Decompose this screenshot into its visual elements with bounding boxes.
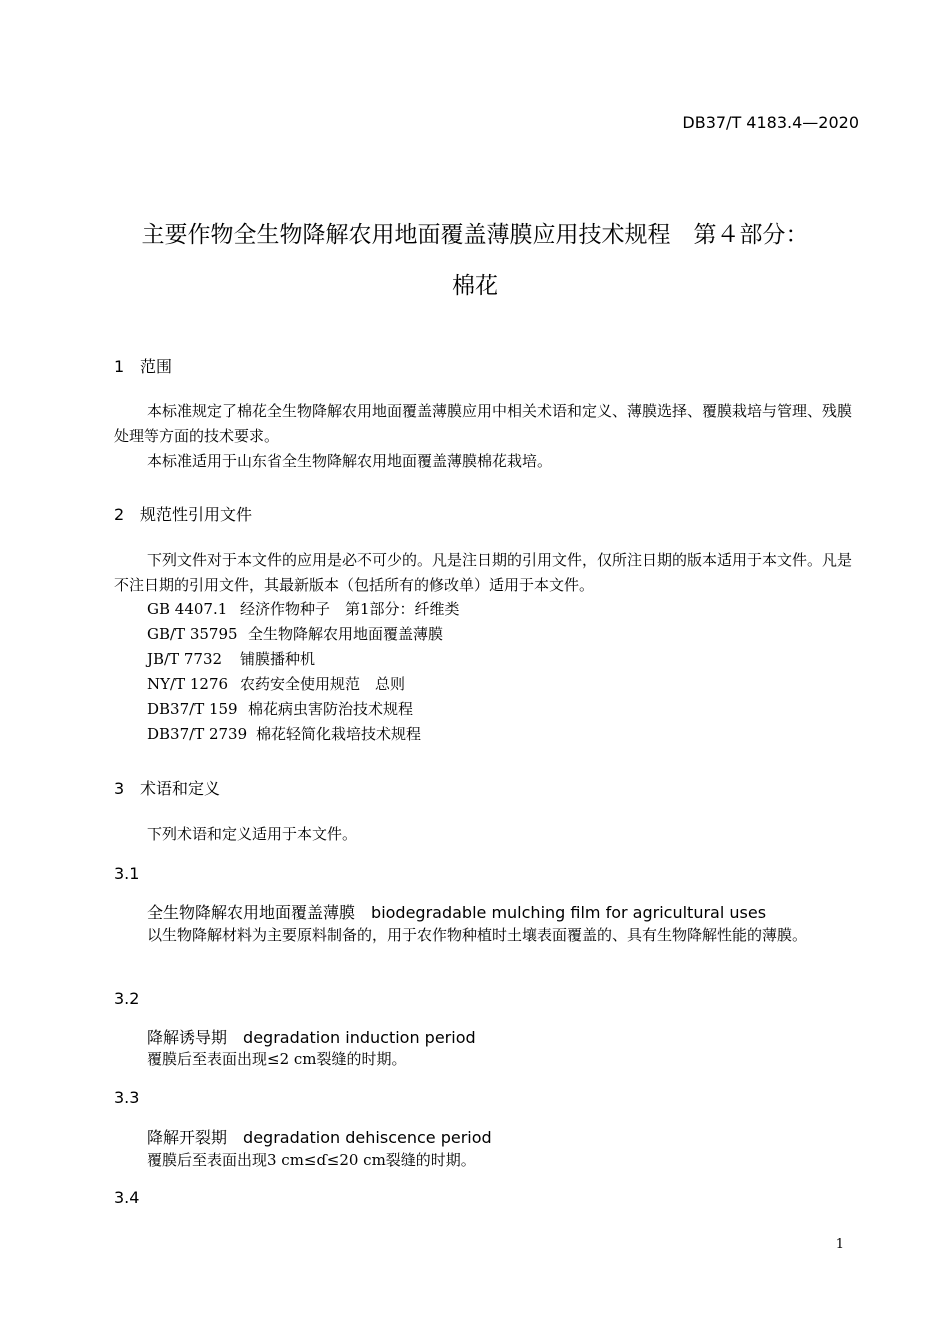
document-title-line1: 主要作物全生物降解农用地面覆盖薄膜应用技术规程 第４部分： [141,222,809,248]
section-1-paragraph-1: 本标准规定了棉花全生物降解农用地面覆盖薄膜应用中相关术语和定义、薄膜选择、覆膜栽培与管理、残膜处理等方面的技术要求。 [114,402,853,445]
section-2-heading [114,502,252,525]
term-entry [147,1025,476,1048]
section-1-heading [114,354,172,377]
reference-code: GB 4407.1 [147,600,228,618]
reference-code: NY/T 1276 [147,675,229,693]
reference-title: 铺膜播种机 [240,650,316,668]
normative-reference [147,598,460,619]
section-number: 1 [114,357,125,376]
term-number: 3.1 [114,864,140,883]
document-number: DB37/T 4183.4—2020 [682,113,859,132]
term-chinese: 全生物降解农用地面覆盖薄膜 [147,903,356,922]
section-1-paragraph-2: 本标准适用于山东省全生物降解农用地面覆盖薄膜棉花栽培。 [147,452,553,470]
term-definition: 覆膜后至表面出现≤2 cm裂缝的时期。 [147,1050,407,1068]
section-title: 术语和定义 [140,779,221,798]
term-entry [147,900,766,923]
reference-title: 经济作物种子 第1部分：纤维类 [240,600,460,618]
term-number: 3.4 [114,1188,140,1207]
reference-title: 棉花病虫害防治技术规程 [248,700,414,718]
term-number: 3.2 [114,989,140,1008]
term-english: degradation induction period [243,1028,476,1047]
normative-reference [147,648,315,669]
reference-code: JB/T 7732 [147,650,223,668]
reference-title: 全生物降解农用地面覆盖薄膜 [248,625,444,643]
section-title: 范围 [140,357,173,376]
section-2-paragraph-1: 下列文件对于本文件的应用是必不可少的。凡是注日期的引用文件，仅所注日期的版本适用于本文件。凡是不注日期的引用文件，其最新版本（包括所有的修改单）适用于本文件。 [114,551,853,594]
normative-reference [147,673,405,694]
section-number: 3 [114,779,125,798]
normative-reference [147,623,443,644]
reference-title: 农药安全使用规范 总则 [240,675,406,693]
normative-reference [147,698,413,719]
term-chinese: 降解开裂期 [147,1128,228,1147]
page-number: 1 [835,1237,844,1252]
section-number: 2 [114,505,125,524]
term-chinese: 降解诱导期 [147,1028,228,1047]
reference-code: DB37/T 2739 [147,725,248,743]
reference-title: 棉花轻简化栽培技术规程 [256,725,422,743]
term-number: 3.3 [114,1088,140,1107]
reference-code: GB/T 35795 [147,625,238,643]
section-3-heading [114,776,220,799]
term-entry [147,1125,492,1148]
reference-code: DB37/T 159 [147,700,238,718]
section-3-paragraph-1: 下列术语和定义适用于本文件。 [147,825,358,843]
term-definition: 覆膜后至表面出现3 cm≤ɗ≤20 cm裂缝的时期。 [147,1151,476,1169]
term-english: biodegradable mulching film for agricultural uses [371,903,767,922]
section-title: 规范性引用文件 [140,505,253,524]
document-title-line2: 棉花 [452,273,498,299]
term-english: degradation dehiscence period [243,1128,492,1147]
term-definition: 以生物降解材料为主要原料制备的，用于农作物种植时土壤表面覆盖的、具有生物降解性能的薄膜。 [147,926,808,944]
normative-reference [147,723,421,744]
